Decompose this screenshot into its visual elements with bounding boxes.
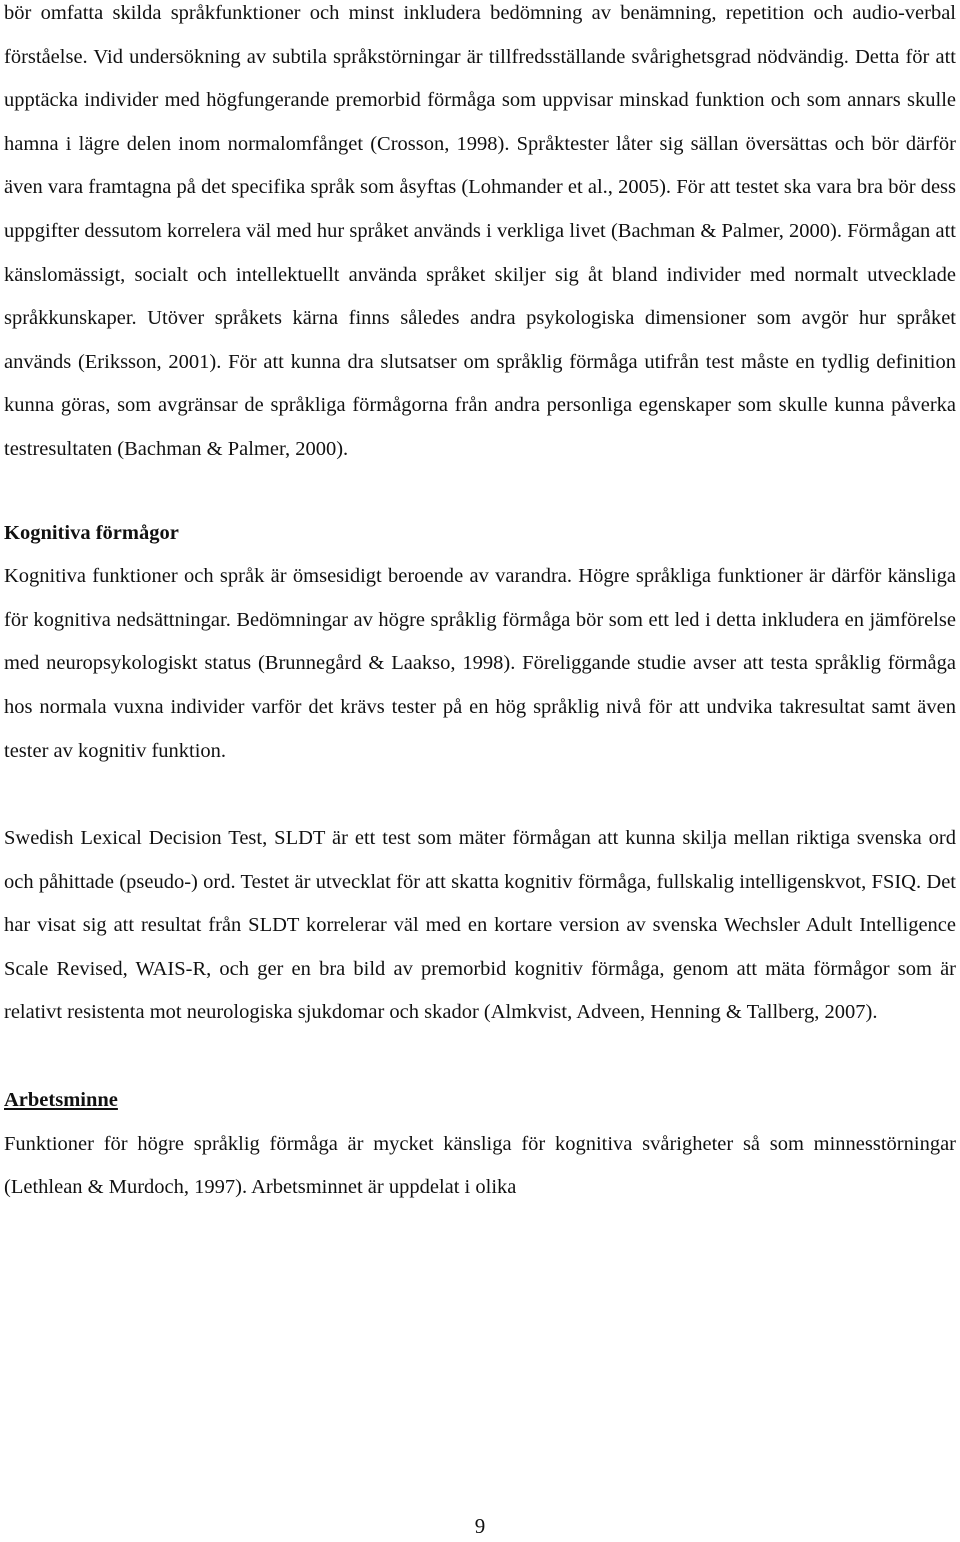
- body-paragraph-cognitive-functions: Kognitiva funktioner och språk är ömsesidigt beroende av varandra. Högre språkliga funktioner är därför känsliga för kognitiva nedsättningar. Bedömningar av högre språklig förmåga bör som ett led i detta inkludera en jämförelse med neuropsykologiskt status (Brunnegård & Laakso, 1998). Föreliggande studie avser att testa språklig förmåga hos normala vuxna individer varför det krävs tester på en hög språklig nivå för att undvika takresultat samt även tester av kognitiv funktion.: [4, 565, 956, 762]
- document-page: [4, 0, 956, 1210]
- body-paragraph-language-tests: bör omfatta skilda språkfunktioner och minst inkludera bedömning av benämning, repetition och audio-verbal förståelse. Vid undersökning av subtila språkstörningar är tillfredsställande svårighetsgrad nödvändig. Detta för att upptäcka individer med högfungerande premorbid förmåga som uppvisar minskad funktion och som annars skulle hamna i lägre delen inom normalomfånget (Crosson, 1998). Språktester låter sig sällan översättas och bör därför även vara framtagna på det specifika språk som åsyftas (Lohmander et al., 2005). För att testet ska vara bra bör dess uppgifter dessutom korrelera väl med hur språket används i verkliga livet (Bachman & Palmer, 2000). Förmågan att känslomässigt, socialt och intellektuellt använda språket skiljer sig åt bland individer med normalt utvecklade språkkunskaper. Utöver språkets kärna finns således andra psykologiska dimensioner som avgör hur språket används (Eriksson, 2001). För att kunna dra slutsatser om språklig förmåga utifrån test måste en tydlig definition kunna göras, som avgränsar de språkliga förmågorna från andra personliga egenskaper som skulle kunna påverka testresultaten (Bachman & Palmer, 2000).: [4, 2, 956, 460]
- section-heading-kognitiva-formagor: Kognitiva förmågor: [4, 521, 179, 544]
- page-number: 9: [474, 1514, 486, 1538]
- body-paragraph-sldt: Swedish Lexical Decision Test, SLDT är ett test som mäter förmågan att kunna skilja mellan riktiga svenska ord och påhittade (pseudo-) ord. Testet är utvecklat för att skatta kognitiv förmåga, fullskalig intelligenskvot, FSIQ. Det har visat sig att resultat från SLDT korrelerar väl med en kortare version av svenska Wechsler Adult Intelligence Scale Revised, WAIS-R, och ger en bra bild av premorbid kognitiv förmåga, genom att mäta förmågor som är relativt resistenta mot neurologiska sjukdomar och skador (Almkvist, Adveen, Henning & Tallberg, 2007).: [4, 827, 956, 1024]
- body-paragraph-working-memory: Funktioner för högre språklig förmåga är mycket känsliga för kognitiva svårigheter så som minnesstörningar (Lethlean & Murdoch, 1997). Arbetsminnet är uppdelat i olika: [4, 1132, 956, 1199]
- subsection-heading-arbetsminne: Arbetsminne: [4, 1089, 118, 1112]
